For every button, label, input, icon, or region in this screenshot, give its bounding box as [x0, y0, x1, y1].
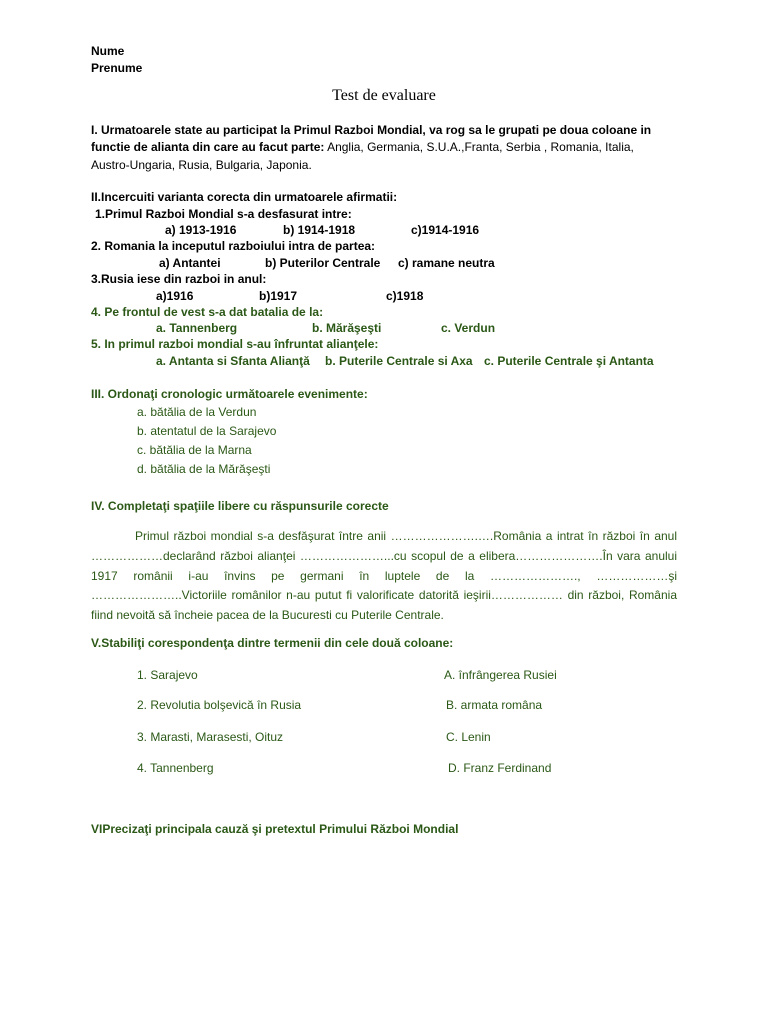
q5-text: 5. In primul razboi mondial s-au înfruntat alianţele:	[91, 337, 379, 351]
q1-text: 1.Primul Razboi Mondial s-a desfasurat intre:	[95, 207, 352, 221]
match-right-a: A. înfrângerea Rusiei	[444, 668, 557, 682]
match-right-b: B. armata româna	[446, 698, 543, 712]
q4-option-b: b. Mărăşeşti	[312, 321, 382, 335]
section1-line2	[91, 140, 634, 154]
q3-option-a: a)1916	[156, 289, 194, 303]
q5-option-a: a. Antanta si Sfanta Alianţă	[156, 354, 310, 368]
section1-line3: Austro-Ungaria, Rusia, Bulgaria, Japonia.	[91, 158, 312, 172]
section3-item-b: b. atentatul de la Sarajevo	[137, 424, 277, 438]
section3-item-c: c. bătălia de la Marna	[137, 443, 252, 457]
section2-heading: II.Incercuiti varianta corecta din urmatoarele afirmatii:	[91, 190, 398, 204]
q4-text: 4. Pe frontul de vest s-a dat batalia de la:	[91, 305, 324, 319]
section6-heading: VIPrecizaţi principala cauză şi pretextul Primului Război Mondial	[91, 822, 459, 836]
name-label: Nume	[91, 44, 125, 58]
section5-heading: V.Stabiliţi corespondenţa dintre termenii din cele două coloane:	[91, 636, 454, 650]
q2-option-c: c) ramane neutra	[398, 256, 495, 270]
match-left-2: 2. Revolutia bolşevică în Rusia	[137, 698, 302, 712]
page-title: Test de evaluare	[332, 87, 436, 104]
match-left-4: 4. Tannenberg	[137, 761, 214, 775]
q5-option-b: b. Puterile Centrale si Axa	[325, 354, 473, 368]
q4-option-a: a. Tannenberg	[156, 321, 238, 335]
section4-paragraph-text: Primul război mondial s-a desfăşurat între anii ………………….….România a intrat în război în anul ………………declarând război alianţei …………………...cu scopul de a elibera………………….În vara anului 1917 românii i-au învins pe germani în luptele de la …………………., ………………şi …………………..Victoriile românilor n-au putut fi valorificate datorită ieşirii……………… din război, România fiind nevoită să încheie pacea de la Bucuresti cu Puterile Centrale.	[91, 529, 677, 623]
match-left-1: 1. Sarajevo	[137, 668, 198, 682]
q3-text: 3.Rusia iese din razboi in anul:	[91, 272, 267, 286]
q4-option-c: c. Verdun	[441, 321, 496, 335]
q3-option-c: c)1918	[386, 289, 424, 303]
section1-line2-bold: functie de alianta din care au facut parte:	[91, 140, 325, 154]
section3-heading: III. Ordonaţi cronologic următoarele evenimente:	[91, 387, 368, 401]
section3-item-a: a. bătălia de la Verdun	[137, 405, 257, 419]
section4-heading: IV. Completaţi spaţiile libere cu răspunsurile corecte	[91, 499, 389, 513]
section3-item-d: d. bătălia de la Mărăşeşti	[137, 462, 271, 476]
match-right-c: C. Lenin	[446, 730, 491, 744]
section4-paragraph	[91, 527, 677, 626]
match-right-d: D. Franz Ferdinand	[448, 761, 552, 775]
q5-option-c: c. Puterile Centrale şi Antanta	[484, 354, 654, 368]
match-left-3: 3. Marasti, Marasesti, Oituz	[137, 730, 284, 744]
q3-option-b: b)1917	[259, 289, 298, 303]
q1-option-c: c)1914-1916	[411, 223, 480, 237]
section1-line1: I. Urmatoarele state au participat la Primul Razboi Mondial, va rog sa le grupati pe doua coloane in	[91, 123, 652, 137]
section1-line2-rest: Anglia, Germania, S.U.A.,Franta, Serbia , Romania, Italia,	[324, 140, 634, 154]
q1-option-a: a) 1913-1916	[165, 223, 237, 237]
surname-label: Prenume	[91, 61, 143, 75]
q2-text: 2. Romania la inceputul razboiului intra de partea:	[91, 239, 376, 253]
q2-option-b: b) Puterilor Centrale	[265, 256, 381, 270]
q1-option-b: b) 1914-1918	[283, 223, 356, 237]
q2-option-a: a) Antantei	[159, 256, 221, 270]
